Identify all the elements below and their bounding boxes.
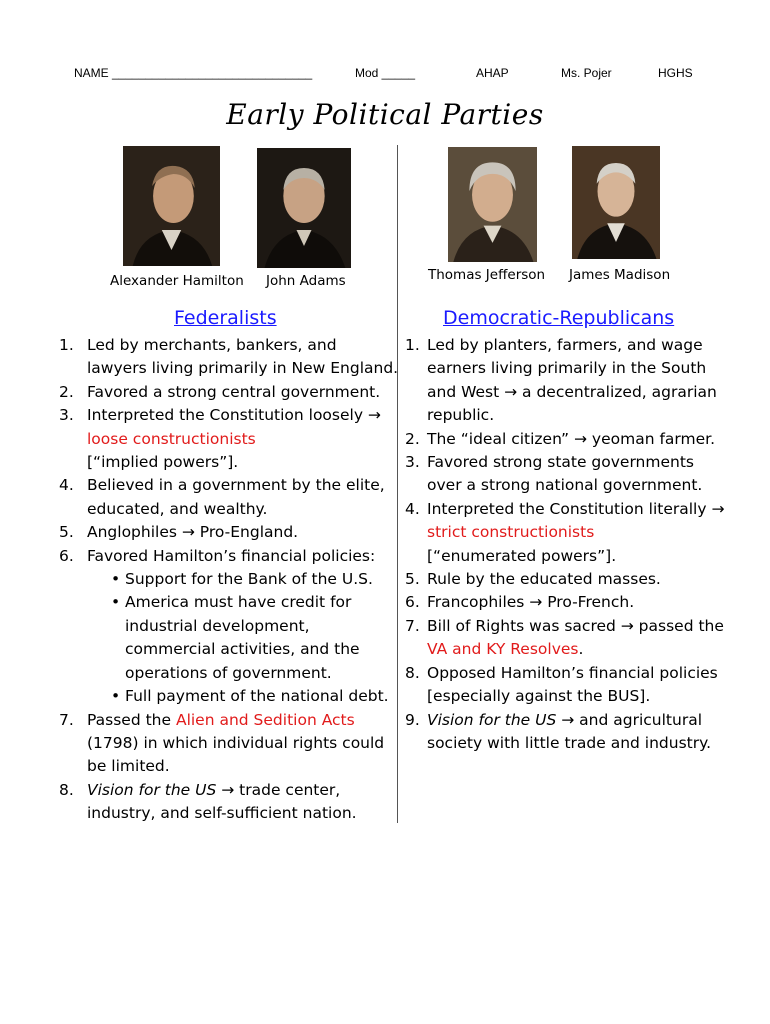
hamilton-portrait xyxy=(123,146,220,266)
school-label: HGHS xyxy=(658,66,693,80)
bullet-icon: • xyxy=(111,593,121,612)
republicans-heading: Democratic-Republicans xyxy=(443,307,675,329)
jefferson-portrait xyxy=(448,147,537,262)
bullet-icon: • xyxy=(111,687,121,706)
list-item: 5. Anglophiles → Pro-England. xyxy=(59,523,299,542)
worksheet-header xyxy=(0,66,770,82)
page-title: Early Political Parties xyxy=(226,98,544,131)
mod-field: Mod _____ xyxy=(355,66,416,80)
sub-list-item: • Support for the Bank of the U.S. xyxy=(59,568,399,591)
list-item: 4. Interpreted the Constitution literally → strict constructionists [“enumerated powers”]. xyxy=(405,499,725,565)
highlighted-term: VA and KY Resolves xyxy=(427,640,579,659)
sub-list-item: • America must have credit for industrial development, commercial activities, and the operations of government. xyxy=(111,593,360,682)
list-item: 9. Vision for the US → and agricultural society with little trade and industry. xyxy=(405,710,711,752)
highlighted-term: Alien and Sedition Acts xyxy=(175,710,355,729)
highlighted-term: loose constructionists xyxy=(87,429,256,448)
name-field: NAME ______________________________ xyxy=(74,66,313,80)
list-item: 7. Passed the Alien and Sedition Acts (1798) in which individual rights could be limited. xyxy=(59,710,385,776)
madison-caption: James Madison xyxy=(569,267,671,283)
list-item: 4. Believed in a government by the elite, educated, and wealthy. xyxy=(59,476,385,518)
list-item: 1. Led by planters, farmers, and wage earners living primarily in the South and West → a decentralized, agrarian republic. xyxy=(405,336,717,425)
hamilton-caption: Alexander Hamilton xyxy=(110,273,244,289)
list-item: 3. Favored strong state governments over a strong national government. xyxy=(405,453,703,495)
list-item: 2. Favored a strong central government. xyxy=(59,382,381,401)
list-item: 8. Opposed Hamilton’s financial policies [especially against the BUS]. xyxy=(405,663,718,706)
teacher-label: Ms. Pojer xyxy=(561,66,612,80)
list-item: 6. Favored Hamilton’s financial policies: xyxy=(59,546,376,565)
list-item: 2. The “ideal citizen” → yeoman farmer. xyxy=(405,429,716,448)
list-item: 1. Led by merchants, bankers, and lawyers living primarily in New England. xyxy=(59,336,399,378)
highlighted-term: strict constructionists xyxy=(427,523,595,542)
adams-caption: John Adams xyxy=(266,273,346,289)
course-label: AHAP xyxy=(476,66,509,80)
republicans-list xyxy=(405,334,725,755)
sub-list-item: • Full payment of the national debt. xyxy=(59,685,399,708)
bullet-icon: • xyxy=(111,570,121,589)
list-item: 6. Francophiles → Pro-French. xyxy=(405,593,635,612)
adams-portrait xyxy=(257,148,351,268)
madison-portrait xyxy=(572,146,660,259)
federalists-heading: Federalists xyxy=(174,307,277,329)
list-item: 3. Interpreted the Constitution loosely → loose constructionists [“implied powers”]. xyxy=(59,406,381,472)
jefferson-caption: Thomas Jefferson xyxy=(428,267,546,283)
list-item: 8. Vision for the US → trade center, industry, and self-sufficient nation. xyxy=(59,780,357,823)
list-item: 5. Rule by the educated masses. xyxy=(405,570,661,589)
list-item: 7. Bill of Rights was sacred → passed the VA and KY Resolves. xyxy=(405,616,724,659)
federalists-list xyxy=(59,334,399,826)
